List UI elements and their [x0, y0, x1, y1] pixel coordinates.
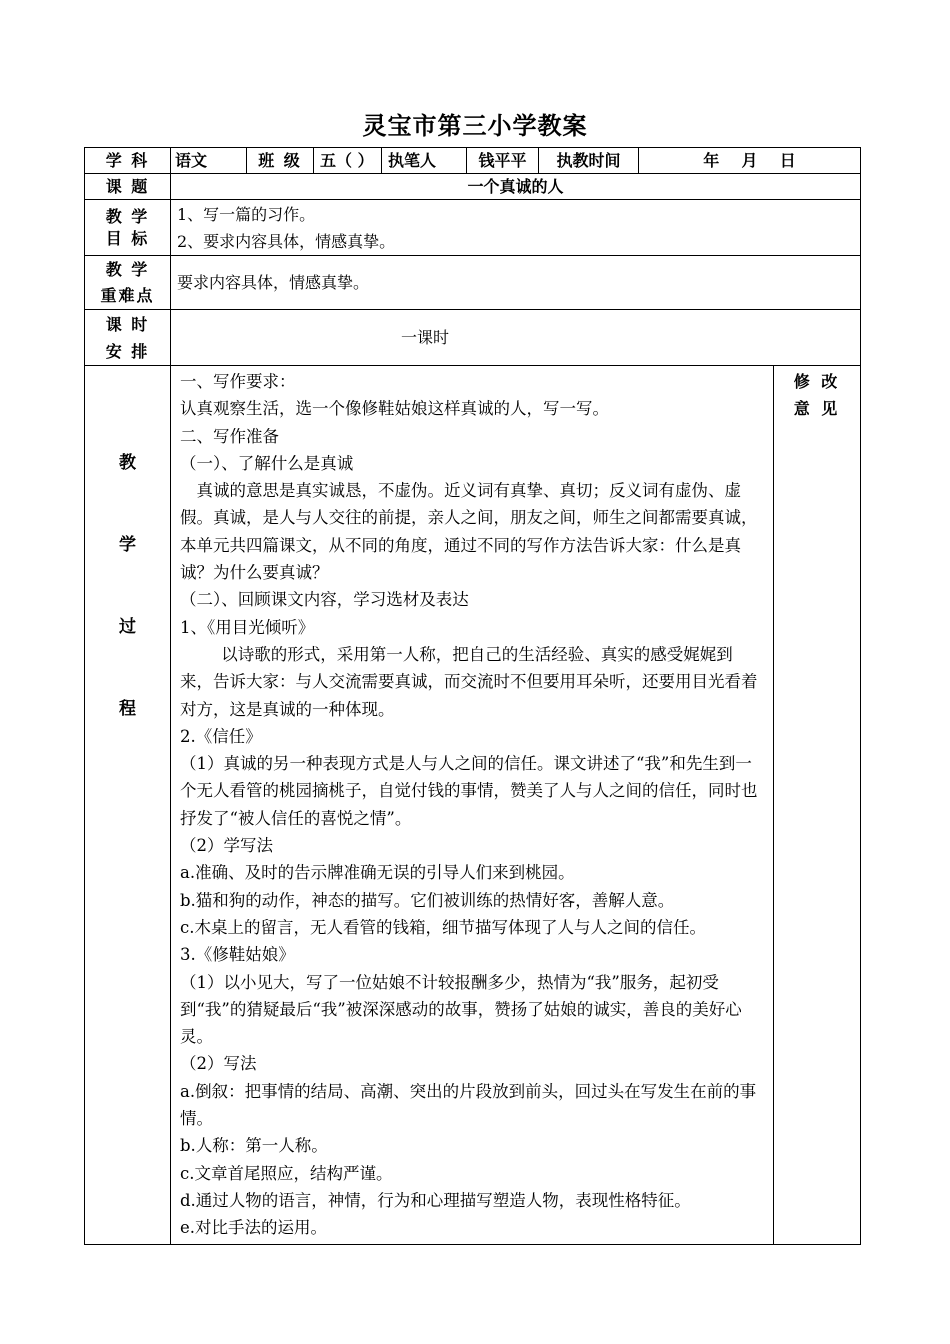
sub-heading: （二）、回顾课文内容，学习选材及表达 — [180, 590, 469, 610]
schedule-label — [85, 310, 171, 366]
key-points-row — [85, 256, 861, 310]
process-label-char: 过 — [119, 617, 136, 637]
list-item: a.倒叙：把事情的结局、高潮、突出的片段放到前头，回过头在写发生在前的事情。 — [180, 1081, 757, 1129]
revision-label-line2: 意 见 — [793, 399, 841, 418]
sub-heading: （一）、了解什么是真诚 — [180, 453, 354, 473]
sub-heading: （2）学写法 — [180, 836, 273, 856]
schedule-row — [85, 310, 861, 366]
section-heading: 二、写作准备 — [180, 426, 279, 446]
topic-value: 一个真诚的人 — [171, 174, 861, 200]
schedule-label-line2: 安 排 — [105, 341, 150, 361]
key-points-label-line1: 教 学 — [105, 259, 150, 279]
lesson-heading: 2.《信任》 — [180, 726, 262, 746]
revision-notes — [774, 366, 861, 1245]
process-label — [85, 366, 171, 1245]
paragraph: 以诗歌的形式，采用第一人称，把自己的生活经验、真实的感受娓娓到来，告诉大家：与人交流需要真诚，而交流时不但要用耳朵听，还要用目光看着对方，这是真诚的一种体现。 — [180, 644, 758, 719]
schedule-value: 一课时 — [171, 310, 861, 366]
author-value: 钱平平 — [467, 148, 539, 174]
process-label-char: 程 — [119, 699, 136, 719]
key-points-label-line2: 重难点 — [100, 285, 155, 305]
process-label-char: 学 — [119, 535, 136, 555]
schedule-label-line1: 课 时 — [105, 314, 150, 334]
section-heading: 一、写作要求： — [180, 372, 296, 391]
list-item: d.通过人物的语言，神情，行为和心理描写塑造人物，表现性格特征。 — [180, 1190, 691, 1210]
subject-label: 学 科 — [85, 148, 171, 174]
paragraph: （1）以小见大，写了一位姑娘不计较报酬多少，热情为“我”服务，起初受到“我”的猜疑最后“我”被深深感动的故事，赞扬了姑娘的诚实，善良的美好心灵。 — [180, 972, 742, 1047]
goals-label-line1: 教 学 — [105, 206, 150, 226]
topic-row — [85, 174, 861, 200]
paragraph: 认真观察生活，选一个像修鞋姑娘这样真诚的人，写一写。 — [180, 399, 609, 419]
goals-row — [85, 200, 861, 256]
subject-value: 语文 — [171, 148, 247, 174]
goals-label — [85, 200, 171, 256]
list-item: b.人称：第一人称。 — [180, 1136, 328, 1156]
lesson-heading: 1、《用目光倾听》 — [180, 617, 315, 637]
process-content — [171, 366, 774, 1245]
key-points-label — [85, 256, 171, 310]
process-label-char: 教 — [119, 453, 136, 473]
class-value: 五（ ） — [314, 148, 382, 174]
header-row — [85, 148, 861, 174]
list-item: b.猫和狗的动作，神态的描写。它们被训练的热情好客，善解人意。 — [180, 890, 675, 910]
list-item: c.木桌上的留言，无人看管的钱箱，细节描写体现了人与人之间的信任。 — [180, 917, 706, 937]
lesson-plan-table — [84, 147, 861, 1245]
goals-value — [171, 200, 861, 256]
goals-label-line2: 目 标 — [105, 228, 150, 248]
class-label: 班 级 — [247, 148, 314, 174]
paragraph: 真诚的意思是真实诚恳，不虚伪。近义词有真挚、真切；反义词有虚伪、虚假。真诚，是人与人交往的前提，亲人之间，朋友之间，师生之间都需要真诚，本单元共四篇课文，从不同的角度，通过不同的写作方法告诉大家：什么是真诚？为什么要真诚？ — [180, 481, 758, 583]
goal-item: 2、要求内容具体，情感真挚。 — [177, 231, 396, 251]
revision-label-line1: 修 改 — [793, 372, 841, 391]
lesson-heading: 3.《修鞋姑娘》 — [180, 945, 295, 965]
sub-heading: （2）写法 — [180, 1054, 257, 1074]
list-item: c.文章首尾照应，结构严谨。 — [180, 1163, 393, 1183]
paragraph: （1）真诚的另一种表现方式是人与人之间的信任。课文讲述了“我”和先生到一个无人看管的桃园摘桃子，自觉付钱的事情，赞美了人与人之间的信任，同时也抒发了“被人信任的喜悦之情”。 — [180, 754, 758, 828]
teach-time-label: 执教时间 — [539, 148, 639, 174]
page-title: 灵宝市第三小学教案 — [362, 111, 588, 140]
date-value: 年 月 日 — [639, 148, 861, 174]
topic-label: 课 题 — [85, 174, 171, 200]
list-item: a.准确、及时的告示牌准确无误的引导人们来到桃园。 — [180, 863, 575, 883]
goal-item: 1、写一篇的习作。 — [177, 204, 316, 224]
author-label: 执笔人 — [382, 148, 467, 174]
process-row — [85, 366, 861, 1245]
list-item: e.对比手法的运用。 — [180, 1218, 328, 1238]
key-points-value: 要求内容具体，情感真挚。 — [171, 256, 861, 310]
